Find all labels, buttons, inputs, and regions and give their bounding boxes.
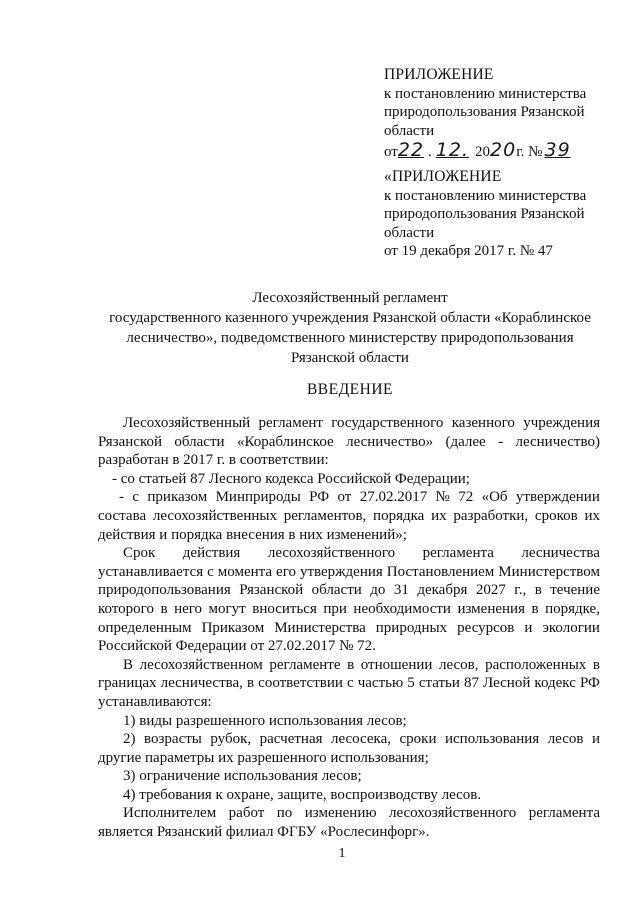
text-line <box>98 581 600 600</box>
word: Срок <box>123 545 156 562</box>
word: казенного <box>451 415 515 431</box>
text-line: устанавливаются: <box>98 693 212 710</box>
word: в <box>160 600 168 617</box>
word: и <box>591 731 600 748</box>
word: регламентов, <box>283 507 367 524</box>
word: лесохозяйственном <box>139 656 263 673</box>
word: разработки, <box>453 507 529 524</box>
word: лесохозяйственных <box>152 507 277 524</box>
word: г., <box>514 582 527 599</box>
word: 27.02.2017 <box>359 489 428 506</box>
word: частью <box>357 675 404 692</box>
word: Министерством <box>498 563 600 580</box>
word: использования <box>445 731 540 748</box>
word: регламента <box>422 545 494 562</box>
text-line <box>98 488 600 507</box>
word: ресурсов <box>457 619 515 636</box>
word: учреждения <box>523 415 600 431</box>
word: государственного <box>331 415 444 431</box>
text-line <box>98 414 600 433</box>
word: кодекс <box>534 675 576 692</box>
word: В <box>123 656 134 673</box>
list-item <box>98 730 600 749</box>
word: сроки <box>399 731 437 748</box>
word: течение <box>550 582 600 599</box>
word: (далее <box>445 433 486 450</box>
handwritten-day: 22 <box>397 139 425 161</box>
word: регламенте <box>269 656 341 673</box>
word: их <box>431 507 447 524</box>
word: Исполнителем <box>123 805 217 822</box>
text-line: Российской Федерации от 27.02.2017 № 72. <box>98 638 376 655</box>
text-line <box>98 656 600 675</box>
word: соответствии <box>258 675 343 692</box>
word: регламента <box>528 805 600 822</box>
annex-original <box>384 168 586 261</box>
word: Минприроды <box>215 489 301 506</box>
text-line <box>98 563 600 582</box>
page-number: 1 <box>338 846 346 861</box>
word: действия <box>182 545 241 562</box>
word: их <box>584 507 600 524</box>
word: расчетная <box>259 731 323 748</box>
word: лесов, <box>439 656 479 673</box>
handwritten-year: 20 <box>490 139 517 161</box>
annex-title: «ПРИЛОЖЕНИЕ <box>384 168 502 185</box>
word: лесничество) <box>515 433 600 450</box>
word: № <box>435 489 450 506</box>
word: него <box>174 600 203 617</box>
title-line: государственного казенного учреждения Рязанской области «Кораблинское <box>109 310 591 326</box>
word: сроков <box>534 507 578 524</box>
word: изменению <box>304 805 377 822</box>
word: Рязанской <box>239 582 304 599</box>
annex-line: к постановлению министерства <box>384 85 587 102</box>
word: момента <box>217 563 273 580</box>
word: декабря <box>417 582 468 599</box>
text-line <box>98 433 600 452</box>
annex-date <box>384 141 586 162</box>
word: природных <box>375 619 448 636</box>
title-line: лесничество», подведомственного министерству природопользования <box>126 330 574 346</box>
annex-line: от 19 декабря 2017 г. № 47 <box>384 243 553 259</box>
document-title <box>60 288 640 368</box>
annex-current <box>384 66 586 162</box>
word: 2027 <box>475 582 506 599</box>
date-year-suffix: г. № <box>516 144 543 160</box>
word: регламент <box>258 415 323 431</box>
word: порядка <box>373 507 425 524</box>
word: лесохозяйственного <box>389 805 517 822</box>
text-line: разработан в 2017 г. в соответствии: <box>98 452 329 469</box>
list-item: 3) ограничение использования лесов; <box>123 768 362 785</box>
annex-title: ПРИЛОЖЕНИЕ <box>384 66 494 83</box>
word: до <box>370 582 386 599</box>
word: границах <box>98 675 157 692</box>
word: рубок, <box>210 731 252 748</box>
word: Рязанской <box>98 433 162 450</box>
title-line: Лесохозяйственный регламент <box>252 290 448 306</box>
word: состава <box>98 507 147 524</box>
word: в <box>247 675 255 692</box>
word: Министерства <box>274 619 366 636</box>
word: Лесохозяйственный <box>123 415 251 431</box>
word: экологии <box>542 619 600 636</box>
word: при <box>323 600 347 617</box>
text-line: другие параметры их разрешенного использования; <box>98 749 429 766</box>
word: 87 <box>463 675 479 692</box>
word: необходимости <box>353 600 451 617</box>
word: - <box>119 489 124 506</box>
word: 5 <box>407 675 415 692</box>
annex-line: области <box>384 122 435 139</box>
word: лесов <box>547 731 584 748</box>
word: с <box>207 563 214 580</box>
word: области <box>174 433 225 450</box>
text-line: действия и порядка внесения в них изменений»; <box>98 526 407 543</box>
title-line: Рязанской области <box>291 350 409 366</box>
word: утверждения <box>299 563 383 580</box>
word: с <box>132 489 140 506</box>
word: «Кораблинское <box>236 433 334 450</box>
word: расположенных <box>485 656 587 673</box>
word: утверждении <box>515 489 600 506</box>
text-line <box>98 619 600 638</box>
word: лесничество» <box>346 433 434 450</box>
handwritten-month: 12. <box>435 139 470 161</box>
word: по <box>276 805 293 822</box>
word: могут <box>208 600 246 617</box>
word: приказом <box>147 489 208 506</box>
word: от <box>337 489 352 506</box>
annex-line: области <box>384 224 435 241</box>
word: с <box>346 675 354 692</box>
text-line <box>98 804 600 823</box>
word: в <box>531 600 539 617</box>
word: РФ <box>309 489 330 506</box>
bullet-item: - со статьей 87 Лесного кодекса Российской Федерации; <box>112 470 470 487</box>
word: устанавливается <box>98 563 204 580</box>
word: 31 <box>393 582 409 599</box>
word: в <box>534 582 542 599</box>
word: лесосека, <box>331 731 392 748</box>
document-body <box>98 414 600 842</box>
word: в <box>347 656 355 673</box>
list-item: 4) требования к охране, защите, воспроизводству лесов. <box>123 786 482 803</box>
list-item: 1) виды разрешенного использования лесов; <box>123 712 407 729</box>
word: РФ <box>579 675 600 692</box>
word: 2) <box>123 731 136 748</box>
date-sep: . <box>428 144 432 160</box>
word: и <box>524 619 533 636</box>
word: «Об <box>481 489 508 506</box>
section-heading: ВВЕДЕНИЕ <box>306 381 394 398</box>
word: лесничества <box>521 545 600 562</box>
word: области <box>311 582 362 599</box>
text-line <box>98 544 600 563</box>
text-line <box>98 507 600 526</box>
word: Лесной <box>483 675 531 692</box>
word: определенным <box>98 619 192 636</box>
word: лесохозяйственного <box>267 545 396 562</box>
word: природопользования <box>98 582 231 599</box>
word: - <box>498 433 504 450</box>
date-year-prefix: 20 <box>475 144 491 160</box>
annex-line: природопользования Рязанской <box>384 104 585 120</box>
word: Приказом <box>201 619 265 636</box>
word: порядке, <box>545 600 600 617</box>
word: Постановлением <box>386 563 495 580</box>
word: возрасты <box>144 731 202 748</box>
word: лесничества, <box>160 675 243 692</box>
text-line <box>98 674 600 693</box>
text-line: является Рязанский филиал ФГБУ «Рослесинфорг». <box>98 824 430 841</box>
word: вноситься <box>252 600 317 617</box>
date-prefix: от <box>384 144 398 160</box>
word: 72 <box>458 489 474 506</box>
word: отношении <box>360 656 433 673</box>
annex-line: природопользования Рязанской <box>384 206 585 222</box>
word: изменения <box>457 600 525 617</box>
word: работ <box>228 805 265 822</box>
word: в <box>592 656 600 673</box>
word: статьи <box>418 675 460 692</box>
handwritten-number: 39 <box>544 139 571 161</box>
annex-line: к постановлению министерства <box>384 187 587 204</box>
word: которого <box>98 600 154 617</box>
text-line <box>98 600 600 619</box>
word: его <box>276 563 296 580</box>
